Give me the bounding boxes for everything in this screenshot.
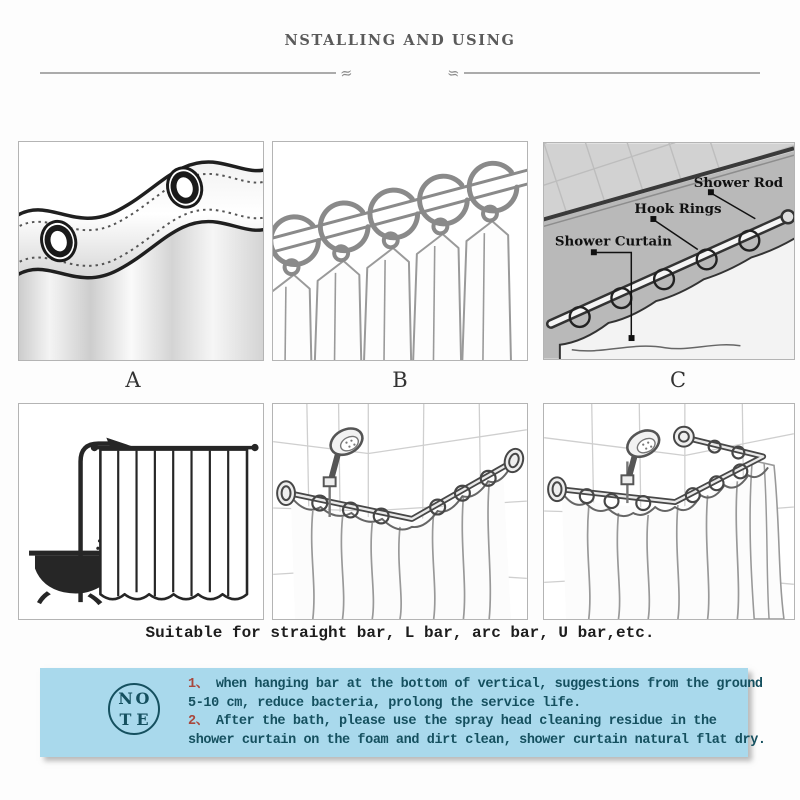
divider-line-left <box>40 72 336 74</box>
note-badge-letter: N <box>118 688 133 708</box>
divider-line-right <box>464 72 760 74</box>
bathtub-shape <box>29 551 108 605</box>
note-badge <box>108 683 160 735</box>
section-label-b: B <box>392 368 408 392</box>
label-hook-rings: Hook Rings <box>634 200 722 217</box>
page-title: NSTALLING AND USING <box>284 32 516 49</box>
l-bar-drawing <box>273 404 527 619</box>
note-badge-letter: O <box>135 688 150 708</box>
ornamental-divider <box>40 63 760 83</box>
flourish-icon: ≈ <box>445 63 461 83</box>
hand-shower <box>621 425 663 503</box>
bathtub-drawing <box>19 404 263 619</box>
hook-rings-drawing <box>273 142 527 360</box>
note-item-number: 2、 <box>188 714 209 729</box>
panel-b-hook-rings <box>272 141 528 361</box>
note-box <box>40 668 766 757</box>
label-shower-curtain: Shower Curtain <box>554 233 672 250</box>
grommet-closeup-drawing <box>19 142 263 360</box>
flourish-icon: ≈ <box>339 63 355 83</box>
note-item-text: After the bath, please use the spray head cleaning residue in the <box>215 714 717 729</box>
note-item-1-line-1 <box>188 676 763 695</box>
note-item-1-line-2: 5-10 cm, reduce bacteria, prolong the service life. <box>188 695 581 711</box>
panel-f-u-bar <box>543 403 795 620</box>
note-item-2-line-1 <box>188 713 748 732</box>
right-curtain-strip <box>750 460 784 619</box>
note-text <box>188 676 766 750</box>
note-badge-letter: T <box>119 709 132 729</box>
note-item-number: 1、 <box>188 677 209 692</box>
labeled-diagram-drawing <box>544 143 794 359</box>
note-item-2-line-2: shower curtain on the foam and dirt clean, shower curtain natural flat dry. <box>188 732 766 748</box>
panel-c-labeled-diagram <box>543 142 795 360</box>
panel-d-straight-bar-bathtub <box>18 403 264 620</box>
section-label-c: C <box>669 368 687 392</box>
note-badge-letter: E <box>136 709 149 729</box>
label-shower-rod: Shower Rod <box>693 175 784 192</box>
note-item-text: when hanging bar at the bottom of vertical, suggestions from the ground <box>215 677 763 692</box>
u-bar-drawing <box>544 404 794 619</box>
panel-e-l-bar <box>272 403 528 620</box>
section-label-a: A <box>125 368 141 392</box>
panel-a-grommet-closeup <box>18 141 264 361</box>
curtain-shape <box>100 450 247 600</box>
suitability-caption: Suitable for straight bar, L bar, arc bar, U bar,etc. <box>145 624 655 642</box>
